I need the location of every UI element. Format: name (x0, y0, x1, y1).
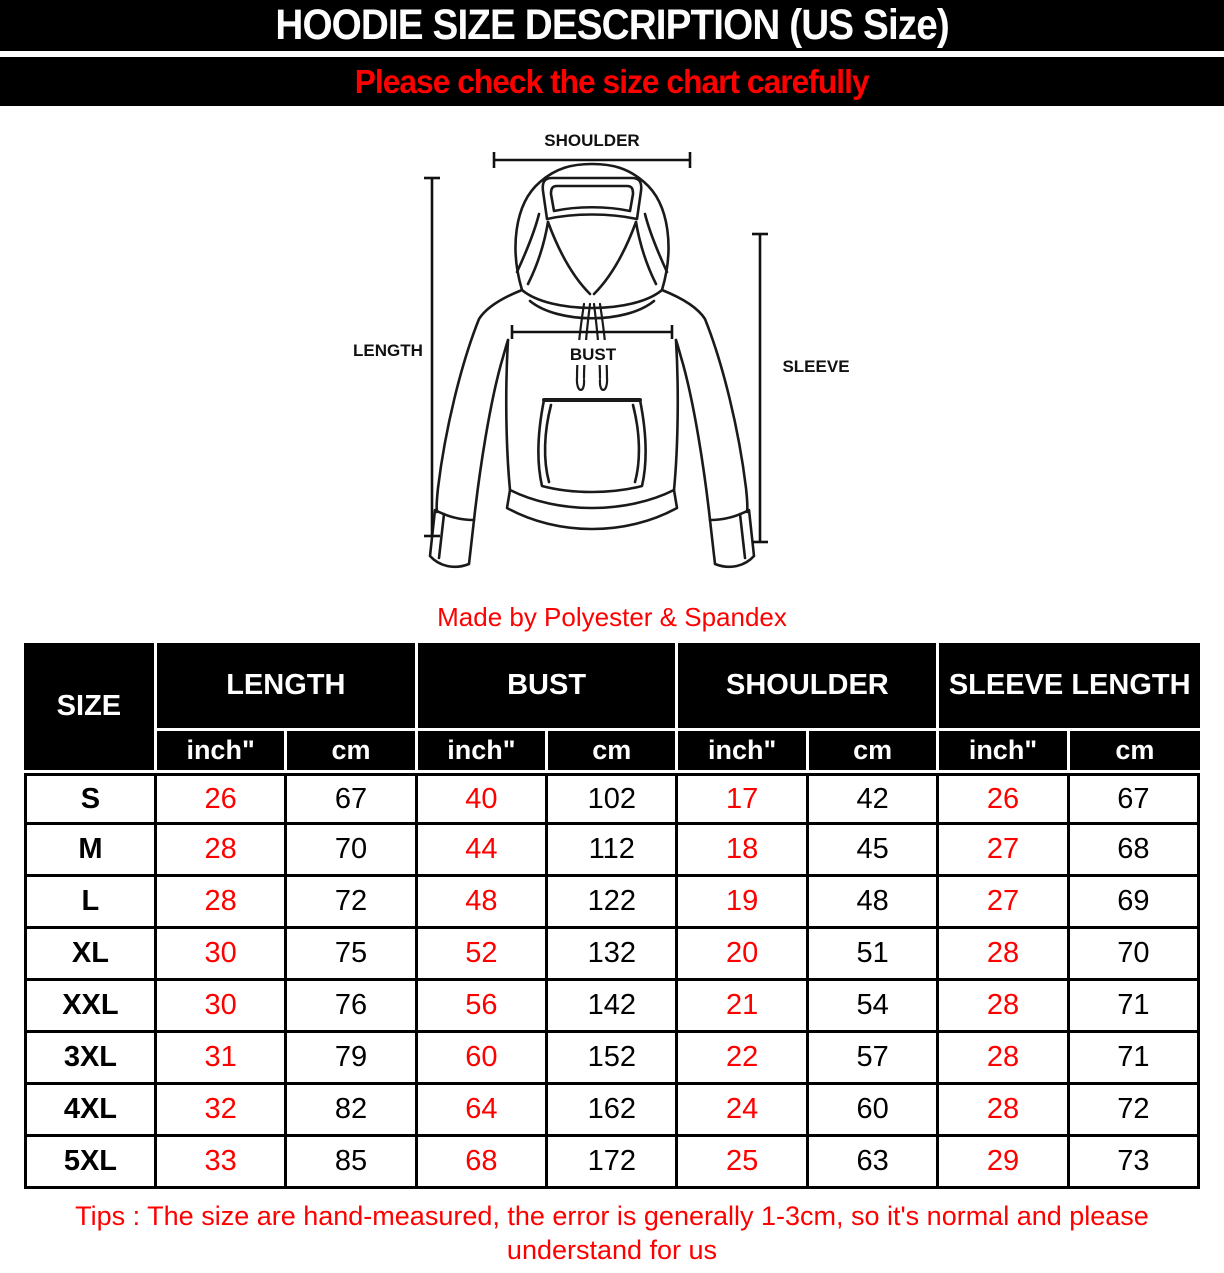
size-label: 3XL (24, 1033, 157, 1085)
value-inch-cell: 28 (157, 877, 287, 929)
value-cm-cell: 102 (548, 773, 678, 825)
value-cm-cell: 72 (287, 877, 417, 929)
size-label: L (24, 877, 157, 929)
value-cm-cell: 60 (809, 1085, 939, 1137)
unit-cm: cm (548, 731, 678, 773)
value-cm-cell: 71 (1070, 1033, 1200, 1085)
value-inch-cell: 28 (939, 1033, 1069, 1085)
unit-cm: cm (809, 731, 939, 773)
value-cm-cell: 51 (809, 929, 939, 981)
unit-inch: inch" (678, 731, 808, 773)
size-label: 4XL (24, 1085, 157, 1137)
value-cm-cell: 142 (548, 981, 678, 1033)
value-inch-cell: 30 (157, 929, 287, 981)
value-cm-cell: 67 (1070, 773, 1200, 825)
value-inch-cell: 20 (678, 929, 808, 981)
value-inch-cell: 40 (418, 773, 548, 825)
value-inch-cell: 17 (678, 773, 808, 825)
value-cm-cell: 71 (1070, 981, 1200, 1033)
value-cm-cell: 172 (548, 1137, 678, 1189)
value-cm-cell: 76 (287, 981, 417, 1033)
value-cm-cell: 75 (287, 929, 417, 981)
value-inch-cell: 28 (939, 1085, 1069, 1137)
unit-inch: inch" (939, 731, 1069, 773)
value-inch-cell: 33 (157, 1137, 287, 1189)
value-inch-cell: 27 (939, 825, 1069, 877)
value-inch-cell: 56 (418, 981, 548, 1033)
value-cm-cell: 122 (548, 877, 678, 929)
value-cm-cell: 48 (809, 877, 939, 929)
table-row (24, 773, 1200, 825)
material-caption: Made by Polyester & Spandex (437, 602, 787, 632)
size-label: M (24, 825, 157, 877)
size-chart-header (24, 643, 1200, 773)
size-label: 5XL (24, 1137, 157, 1189)
unit-cm: cm (287, 731, 417, 773)
unit-inch: inch" (418, 731, 548, 773)
value-inch-cell: 28 (939, 929, 1069, 981)
value-cm-cell: 69 (1070, 877, 1200, 929)
size-table-body (24, 773, 1200, 1189)
unit-inch: inch" (157, 731, 287, 773)
value-inch-cell: 30 (157, 981, 287, 1033)
size-label: XXL (24, 981, 157, 1033)
table-row (24, 877, 1200, 929)
value-inch-cell: 32 (157, 1085, 287, 1137)
table-row (24, 1085, 1200, 1137)
value-inch-cell: 28 (157, 825, 287, 877)
value-inch-cell: 52 (418, 929, 548, 981)
size-label: S (24, 773, 157, 825)
value-inch-cell: 25 (678, 1137, 808, 1189)
value-cm-cell: 82 (287, 1085, 417, 1137)
value-cm-cell: 132 (548, 929, 678, 981)
tips-text: Tips : The size are hand-measured, the error is generally 1-3cm, so it's normal and please understand for us (75, 1201, 1149, 1265)
header-sleeve-length: SLEEVE LENGTH (939, 643, 1200, 731)
header-size: SIZE (24, 643, 157, 773)
value-cm-cell: 57 (809, 1033, 939, 1085)
size-chart-table (24, 643, 1200, 1189)
value-inch-cell: 29 (939, 1137, 1069, 1189)
notice-bar (0, 57, 1224, 106)
value-inch-cell: 21 (678, 981, 808, 1033)
table-row (24, 929, 1200, 981)
value-cm-cell: 67 (287, 773, 417, 825)
value-cm-cell: 79 (287, 1033, 417, 1085)
value-inch-cell: 26 (157, 773, 287, 825)
bust-measure-label: BUST (569, 345, 617, 364)
hoodie-line-drawing-icon (332, 122, 892, 600)
value-inch-cell: 24 (678, 1085, 808, 1137)
value-cm-cell: 162 (548, 1085, 678, 1137)
value-inch-cell: 31 (157, 1033, 287, 1085)
value-cm-cell: 63 (809, 1137, 939, 1189)
value-cm-cell: 42 (809, 773, 939, 825)
value-inch-cell: 22 (678, 1033, 808, 1085)
sleeve-measure-label: SLEEVE (782, 357, 850, 376)
value-inch-cell: 26 (939, 773, 1069, 825)
table-row (24, 981, 1200, 1033)
length-measure-label: LENGTH (353, 341, 423, 360)
value-inch-cell: 19 (678, 877, 808, 929)
value-cm-cell: 72 (1070, 1085, 1200, 1137)
title-bar (0, 0, 1224, 57)
table-row (24, 1137, 1200, 1189)
value-cm-cell: 54 (809, 981, 939, 1033)
value-inch-cell: 28 (939, 981, 1069, 1033)
measurement-diagram (0, 106, 1224, 633)
header-length: LENGTH (157, 643, 418, 731)
table-row (24, 1033, 1200, 1085)
value-cm-cell: 112 (548, 825, 678, 877)
value-inch-cell: 48 (418, 877, 548, 929)
value-cm-cell: 45 (809, 825, 939, 877)
notice-text: Please check the size chart carefully (355, 62, 869, 100)
value-inch-cell: 68 (418, 1137, 548, 1189)
shoulder-measure-label: SHOULDER (544, 131, 640, 150)
value-cm-cell: 152 (548, 1033, 678, 1085)
value-cm-cell: 70 (287, 825, 417, 877)
value-inch-cell: 44 (418, 825, 548, 877)
value-cm-cell: 73 (1070, 1137, 1200, 1189)
size-label: XL (24, 929, 157, 981)
table-row (24, 825, 1200, 877)
header-bust: BUST (418, 643, 679, 731)
value-cm-cell: 70 (1070, 929, 1200, 981)
value-inch-cell: 27 (939, 877, 1069, 929)
header-shoulder: SHOULDER (678, 643, 939, 731)
value-inch-cell: 18 (678, 825, 808, 877)
value-inch-cell: 64 (418, 1085, 548, 1137)
page-title: HOODIE SIZE DESCRIPTION (US Size) (275, 1, 949, 49)
value-inch-cell: 60 (418, 1033, 548, 1085)
unit-cm: cm (1070, 731, 1200, 773)
value-cm-cell: 85 (287, 1137, 417, 1189)
value-cm-cell: 68 (1070, 825, 1200, 877)
